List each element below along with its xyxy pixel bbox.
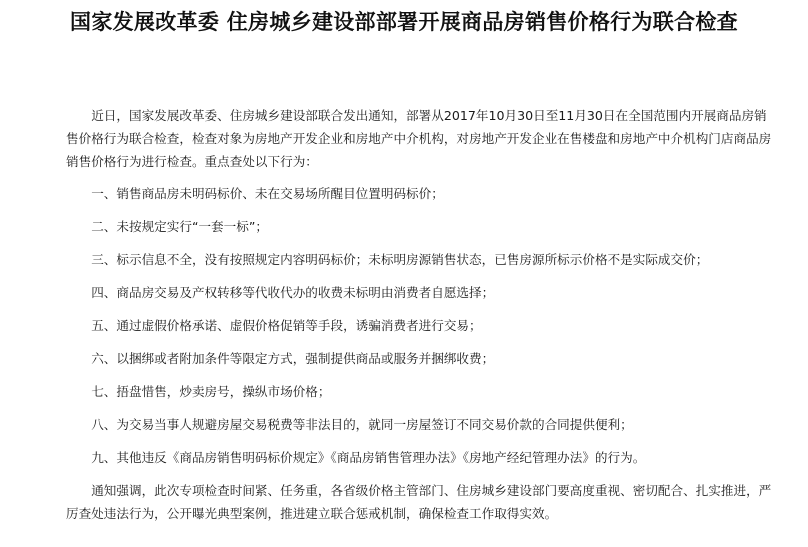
violation-item-6: 六、以捆绑或者附加条件等限定方式，强制提供商品或服务并捆绑收费； <box>91 351 495 366</box>
article-headline: 国家发展改革委 住房城乡建设部部署开展商品房销售价格行为联合检查 <box>70 9 738 34</box>
intro-paragraph: 近日，国家发展改革委、住房城乡建设部联合发出通知，部署从2017年10月30日至11月30日在全国范围内开展商品房销售价格行为联合检查，检查对象为房地产开发企业和房地产中介机构，对房地产开发企业在售楼盘和房地产中介机构门店商品房销售价格行为进行检查。重点查处以下行为： <box>66 108 772 169</box>
article-body <box>66 104 776 525</box>
violation-item-5: 五、通过虚假价格承诺、虚假价格促销等手段，诱骗消费者进行交易； <box>91 318 482 333</box>
violation-item-3: 三、标示信息不全，没有按照规定内容明码标价；未标明房源销售状态，已售房源所标示价格不是实际成交价； <box>91 252 709 267</box>
violation-item-1: 一、销售商品房未明码标价、未在交易场所醒目位置明码标价； <box>91 186 444 201</box>
violation-item-9: 九、其他违反《商品房销售明码标价规定》《商品房销售管理办法》《房地产经纪管理办法》的行为。 <box>91 450 646 465</box>
violation-item-2: 二、未按规定实行“一套一标”； <box>91 219 268 234</box>
violation-item-7: 七、捂盘惜售，炒卖房号，操纵市场价格； <box>91 384 331 399</box>
violation-item-4: 四、商品房交易及产权转移等代收代办的收费未标明由消费者自愿选择； <box>91 285 495 300</box>
violation-item-8: 八、为交易当事人规避房屋交易税费等非法目的，就同一房屋签订不同交易价款的合同提供便利； <box>91 417 633 432</box>
closing-paragraph: 通知强调，此次专项检查时间紧、任务重，各省级价格主管部门、住房城乡建设部门要高度重视、密切配合、扎实推进，严厉查处违法行为，公开曝光典型案例，推进建立联合惩戒机制，确保检查工作取得实效。 <box>66 483 772 521</box>
